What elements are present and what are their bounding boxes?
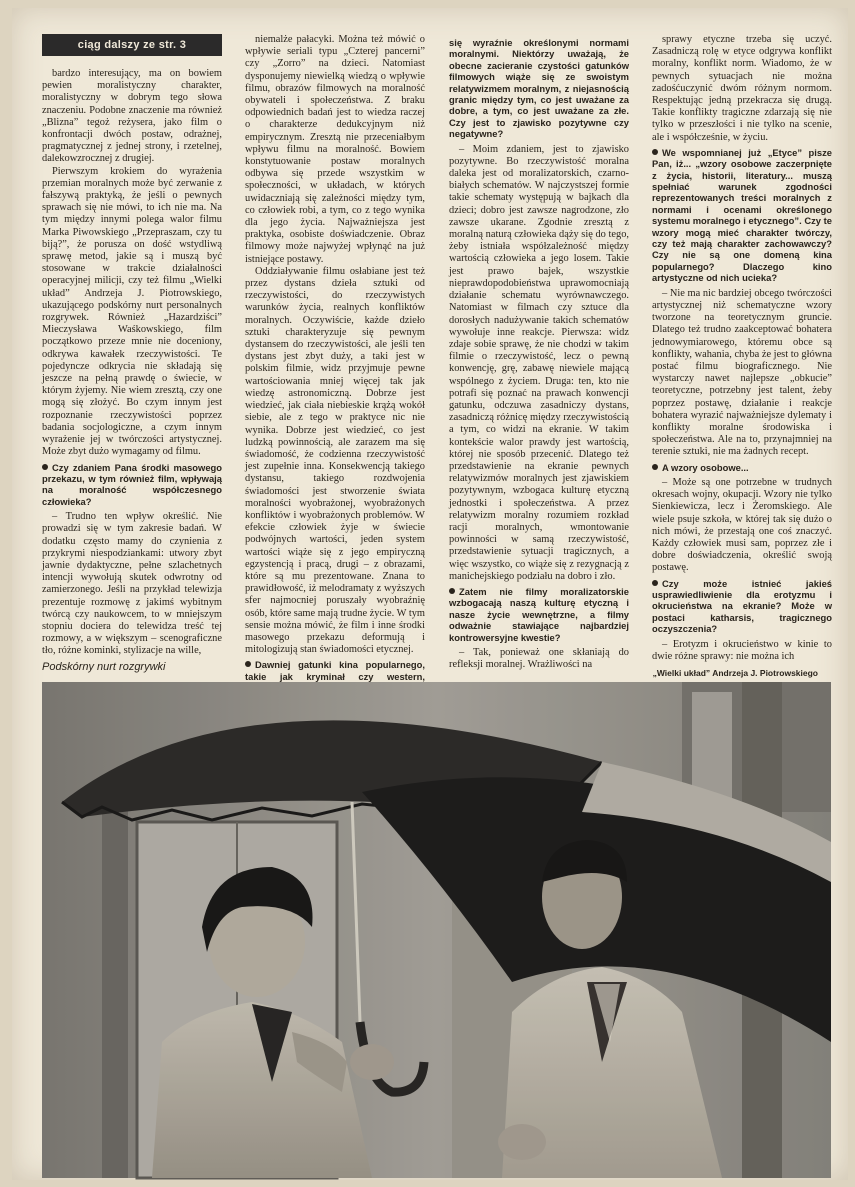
interview-question: Dawniej gatunki kina popularnego, takie jak kryminał czy western, — [245, 659, 425, 682]
column-1-body — [42, 68, 222, 658]
bullet-icon — [42, 464, 48, 470]
film-still-photo — [42, 682, 831, 1178]
article-paragraph: – Tak, ponieważ one skłaniają do refleksji moralnej. Wrażliwości na — [449, 647, 629, 671]
photo-caption-left: Podskórny nurt rozgrywki — [42, 661, 166, 673]
column-2 — [245, 34, 425, 682]
article-paragraph: – Moim zdaniem, jest to zjawisko pozytywne. Bo rzeczywistość moralna daleka jest od moralizatorskich, czarno-białych schematów. W najczystszej formie takie schematy występują w bajkach dla dzieci; dobro jest zawsze nagrodzone, zło zawsze ukarane. Zgodnie zresztą z moralną naturą człowieka dąży się do tego, żeby istniała współzależność między wartością człowieka a jego losem. Takie jest prawo bajek, wszystkie nieprawdopodobieństwa uprawomocniają działanie schematu wyrównawczego. Natomiast w filmach czy sztuce dla dorosłych nadużywanie takich schematów wywołuje inne reakcje. Pierwsza: widz zdaje sobie sprawę, że nie chodzi w takim filmie o rzeczywistość, lecz o pewną konwencję, grę, zabawę niewiele mającą wspólnego z życiem. Druga: ten, kto nie potrafi się poznać na prawach konwencji gatunku, odczuwa zasadniczy dystans, zasadniczą różnicę między rzeczywistością a tym, co widzi na ekranie. W takim kontekście walor prawdy jest wartością, której nie sposób przecenić. Dlatego też przedstawienie na ekranie pewnych relatywizmów moralnych jest zjawiskiem pozytywnym, wzbogaca kulturę etyczną jednostki i społeczeństwa. A przez relatywizm moralny rozumiem rozkład racji moralnych, wmontowanie powinności w samą rzeczywistość, przedstawienie sytuacji tragicznych, a więc wszystko, co wiąże się z rezygnacją z manichejskiego podziału na dobro i zło. — [449, 143, 629, 582]
article-paragraph: bardzo interesujący, ma on bowiem pewien moralistyczny charakter, moralistyczny w dobrym tego słowa znaczeniu. Podobne znaczenie ma również „Blizna” tegoż reżysera, jako film o konfrontacji dwóch postaw, odrażnej, pragmatycznej z jednej strony, i rzetelnej, dalekowzrocznej z drugiej. — [42, 68, 222, 165]
article-paragraph: Oddziaływanie filmu osłabiane jest też przez dystans dzieła sztuki od rzeczywistości, do rzeczywistych warunków życia, realnych konfliktów moralnych. Oczywiście, każde dzieło sztuki charakteryzuje się pewnym dystansem do rzeczywistości, ale jeśli ten dystans jest zbyt duży, a taki jest w polskim filmie, widz przyjmuje pewne wartościowania mniej więcej tak jak wiedzę astronomiczną. Dobrze jest wiedzieć, jak ciała niebieskie krążą wokół siebie, ale z tego w praktyce nic nie wynika. Dobrze jest wiedzieć, co jest ludzką powinnością, ale zarazem ma się świadomość, że codzienna rzeczywistość jest zupełnie inna. Konsekwencją takiego dystansu, takiego rozdwojenia świadomości jest stworzenie świata moralności wyobrażonej, wyobrażonych konfliktów i wyobrażonych problemów. W efekcie człowiek żyje w świecie podwójnych wartości, jeden system wartości wiąże się z jego empiryczną egzystencją i pracą, drugi – z obrazami, które są mu prezentowane. Znana to prawidłowość, iż melodramaty z wyższych sfer najmocniej poruszały wyobraźnię osób, które same mają trudne życie. W tym sensie można mówić, że film i inne środki masowego przekazu deformują i mitologizują stan świadomości etycznej. — [245, 265, 425, 656]
interview-question: Zatem nie filmy moralizatorskie wzbogacają naszą kulturę etyczną i nasze życie wewnętrzne, a filmy odważnie stawiające najbardziej kontrowersyjne kwestie? — [449, 585, 629, 643]
interview-question: A wzory osobowe... — [652, 462, 832, 473]
article-paragraph: – Trudno ten wpływ określić. Nie prowadzi się w tym zakresie badań. W dodatku często mamy do czynienia z przykrymi niespodziankami: utwory zbyt jawnie dydaktyczne, pełne szlachetnych intencji wywołują skutek odwrotny od zamierzonego. Jeśli na przykład telewizja prezentuje rozmowę z jakimś wybitnym twórcą czy naukowcem, to w mniejszym stopniu dociera do telewidza treść tej rozmowy, a w większym – scenograficzne tło, różne kominki, stylizacje na wille, — [42, 511, 222, 657]
article-paragraph: Pierwszym krokiem do wyrażenia przemian moralnych może być zerwanie z fałszywą praktyką, że jeśli o pewnych sprawach się nie mówi, to ich nie ma. Na tym między innymi polega walor filmu Marka Piwowskiego „Przepraszam, czy tu biją?”, że porusza on dość wstydliwą sprawę metod, jakie są i muszą być stosowane w trakcie działalności operacyjnej milicji, czy też filmu „Wielki układ” Andrzeja J. Piotrowskiego, ukazującego podskórny nurt personalnych rozgrywek. Również „Hazardziści” Mieczysława Waśkowskiego, film początkowo przeze mnie nie doceniony, odkrywa kawałek rzeczywistości. Te pojedyncze odkrycia nie składają się jeszcze na pełną prawdę o świecie, w którym żyjemy. Nie wiem zresztą, czy one mogą się złożyć. Bo czym innym jest rozpoznanie rzeczywistości poprzez badania socjologiczne, a czym innym wyrażenie jej w twórczości artystycznej. Może zbyt dużo wymagamy od filmu. — [42, 165, 222, 458]
interview-question: się wyraźnie określonymi normami moralnymi. Niektórzy uważają, że obecne zacieranie czystości gatunków filmowych wiąże się ze swoistym relatywizmem moralnym, z niejasnością granic między tym, co jest uważane za dobre, a tym, co jest uważane za złe. Czy jest to zjawisko pozytywne czy negatywne? — [449, 37, 629, 140]
article-paragraph: – Może są one potrzebne w trudnych okresach wojny, okupacji. Wzory nie tylko Sienkiewicza, lecz i Żeromskiego. Ale wiele psuje szkoła, w której tak się dużo o nich mówi, że przestają one coś znaczyć. Każdy człowiek musi sam, poprzez złe i dobre doświadczenia, określić swoją postawę. — [652, 476, 832, 574]
umbrella-scene-illustration — [42, 682, 831, 1178]
magazine-page — [12, 8, 848, 1180]
continuation-banner: ciąg dalszy ze str. 3 — [42, 34, 222, 56]
article-paragraph: sprawy etyczne trzeba się uczyć. Zasadniczą rolę w etyce odgrywa konflikt moralny, konflikt norm. Wiadomo, że w pewnych sytuacjach nie można zadośćuczynić dwóm różnym normom. Respektując jedną przekracza się drugą. Takie konflikty tragiczne zdarzają się nie tylko w przeszłości i nie tylko na scenie, ale i współcześnie, w życiu. — [652, 34, 832, 143]
bullet-icon — [652, 149, 658, 155]
column-1 — [42, 34, 222, 656]
bullet-icon — [245, 661, 251, 667]
bullet-icon — [449, 588, 455, 594]
photo-caption-right: „Wielki układ” Andrzeja J. Piotrowskiego — [652, 668, 818, 678]
bullet-icon — [652, 464, 658, 470]
interview-question: Czy może istnieć jakieś usprawiedliwienie dla erotyzmu i okrucieństwa na ekranie? Może w postaci katharsis, tragicznego oczyszczenia? — [652, 577, 832, 635]
article-paragraph: – Erotyzm i okrucieństwo w kinie to dwie różne sprawy: nie można ich — [652, 638, 832, 662]
column-3 — [449, 34, 629, 671]
bullet-icon — [652, 580, 658, 586]
interview-question: Czy zdaniem Pana środki masowego przekazu, w tym również film, wpływają na moralność współczesnego człowieka? — [42, 461, 222, 507]
article-paragraph: – Nie ma nic bardziej obcego twórczości artystycznej niż schematyczne wzory tworzone na teoretycznym gruncie. Dlatego też trudno zaakceptować bohatera jednowymiarowego, któremu obce są konflikty, wahania, chyba że jest to główna postać filmu biograficznego. Nie wystarczy nawet najlepsze „obkucie” teoretyczne, potrzebny jest talent, żeby poprzez postawę, działanie i reakcje bohatera wyrazić najważniejsze dylematy i konflikty moralne środowiska i społeczeństwa. Ale na to, przynajmniej na terenie sztuki, nie ma żadnych recept. — [652, 287, 832, 458]
column-4 — [652, 34, 832, 662]
interview-question: We wspomnianej już „Etyce” pisze Pan, iż... „wzory osobowe zaczerpnięte z życia, historii, literatury... muszą spełniać warunek zgodności reprezentowanych treści moralnych z normami i ocenami określonego systemu moralnego i etycznego”. Czy te wzory mogą mieć charakter twórczy, czy też mają charakter zachowawczy? Czy nie są one domeną kina popularnego? Dlaczego kino artystyczne od nich ucieka? — [652, 146, 832, 284]
article-paragraph: niemalże pałacyki. Można też mówić o wpływie seriali typu „Czterej pancerni” czy „Zorro” na dzieci. Natomiast dysponujemy niewielką wiedzą o wpływie filmu, obrazów filmowych na moralność obywateli i społeczeństwa. Z braku odpowiednich badań jest to wiedza raczej o charakterze dedukcyjnym niż empirycznym. Zresztą nie przeceniałbym wpływu filmu na moralność. Bowiem konstytuowanie postaw moralnych odbywa się przede wszystkim w społeczności, w układach, w których uwidaczniają się zależności między tym, co człowiek robi, a tym, co z tego wynika dla jego życia. Najważniejsza jest praktyka, osobiste doświadczenie. Obraz filmowy może najwyżej wpłynąć na już istniejące postawy. — [245, 34, 425, 265]
